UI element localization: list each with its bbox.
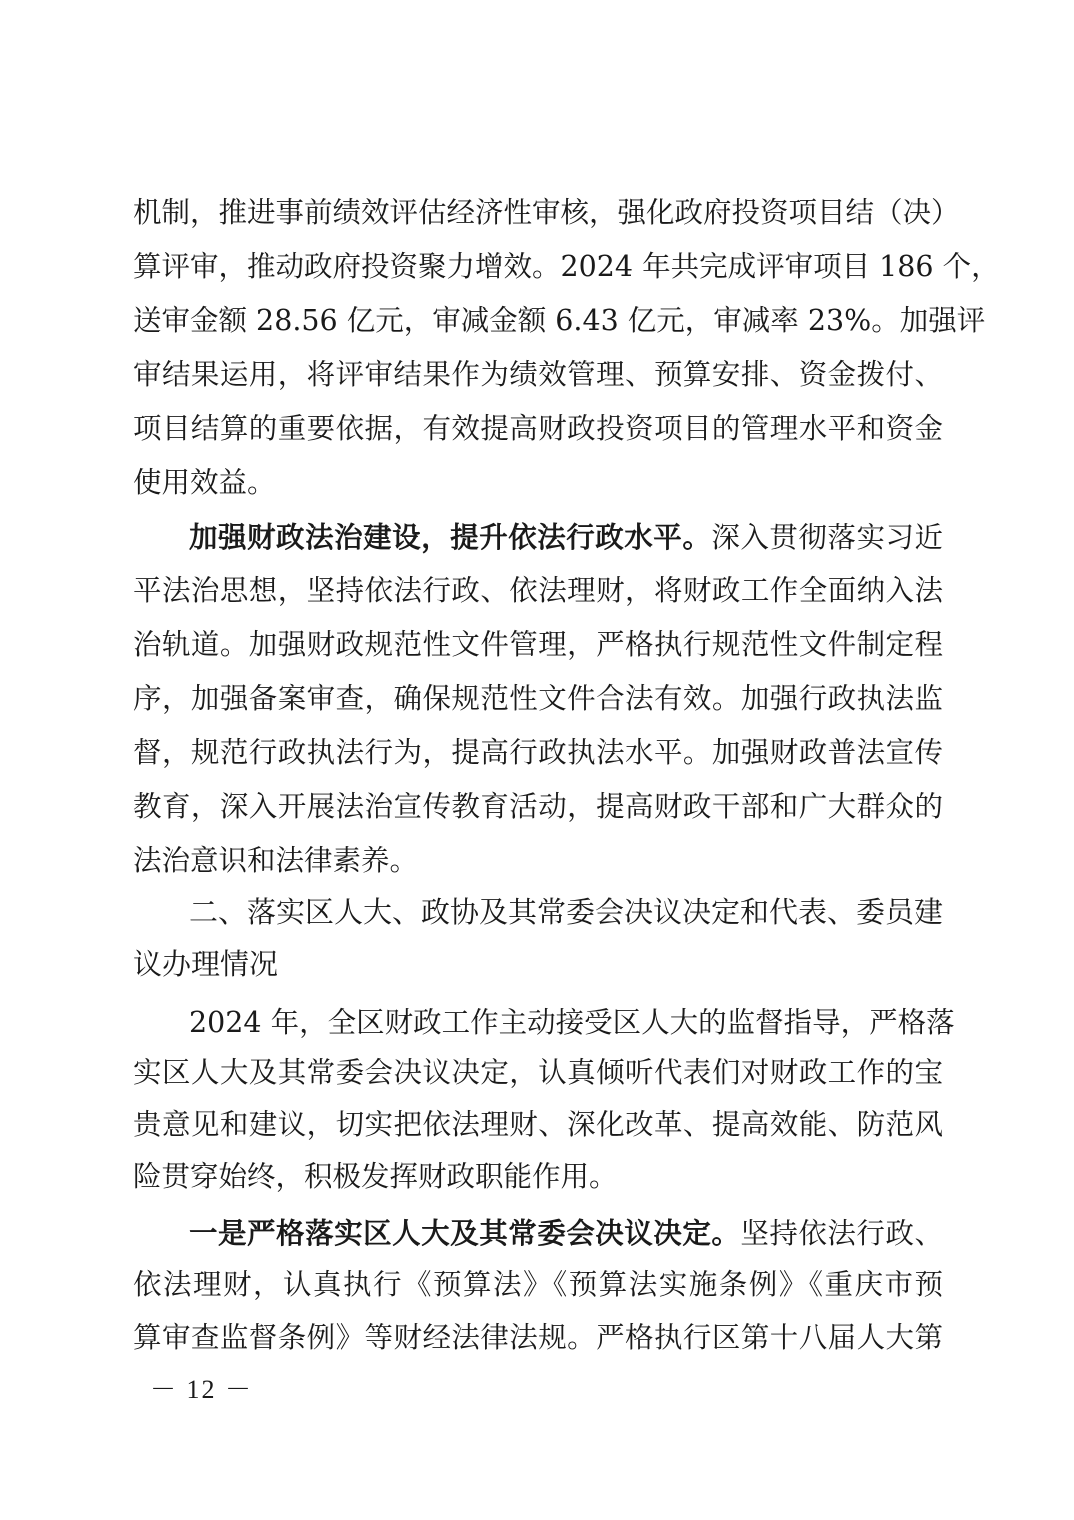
paragraph-3-line-4: 险贯穿始终，积极发挥财政职能作用。: [133, 1160, 618, 1193]
paragraph-2-line-4: 序，加强备案审查，确保规范性文件合法有效。加强行政执法监: [133, 682, 943, 715]
paragraph-4-first-line-rest: 坚持依法行政、: [740, 1217, 943, 1250]
paragraph-1-line-5: 项目结算的重要依据，有效提高财政投资项目的管理水平和资金: [133, 412, 943, 445]
paragraph-3-line-1: 2024 年，全区财政工作主动接受区人大的监督指导，严格落: [189, 1006, 955, 1039]
paragraph-1-line-1: 机制，推进事前绩效评估经济性审核，强化政府投资项目结（决）: [133, 196, 960, 229]
paragraph-4-line-2: 依法理财，认真执行《预算法》《预算法实施条例》《重庆市预: [133, 1268, 943, 1301]
paragraph-1-line-4: 审结果运用，将评审结果作为绩效管理、预算安排、资金拨付、: [133, 358, 943, 391]
section-heading-line-1: 二、落实区人大、政协及其常委会决议决定和代表、委员建: [189, 895, 944, 929]
paragraph-2-lead: 加强财政法治建设，提升依法行政水平。: [189, 520, 712, 554]
paragraph-3-line-2: 实区人大及其常委会决议决定，认真倾听代表们对财政工作的宝: [133, 1056, 943, 1089]
paragraph-2-line-3: 治轨道。加强财政规范性文件管理，严格执行规范性文件制定程: [133, 628, 943, 661]
paragraph-4-line-3: 算审查监督条例》等财经法律法规。严格执行区第十八届人大第: [133, 1321, 943, 1354]
paragraph-2-line-1: [189, 511, 943, 563]
paragraph-1-line-2: 算评审，推动政府投资聚力增效。2024 年共完成评审项目 186 个，: [133, 250, 1000, 283]
paragraph-1-line-6: 使用效益。: [133, 466, 276, 499]
paragraph-2-line-2: 平法治思想，坚持依法行政、依法理财，将财政工作全面纳入法: [133, 574, 943, 607]
paragraph-2-line-5: 督，规范行政执法行为，提高行政执法水平。加强财政普法宣传: [133, 736, 943, 769]
paragraph-2-first-line-rest: 深入贯彻落实习近: [711, 521, 943, 554]
paragraph-4-lead: 一是严格落实区人大及其常委会决议决定。: [189, 1216, 741, 1250]
page-number: － 12 －: [150, 1375, 254, 1404]
paragraph-3-line-3: 贵意见和建议，切实把依法理财、深化改革、提高效能、防范风: [133, 1108, 943, 1141]
paragraph-4-line-1: [189, 1207, 943, 1259]
paragraph-2-line-7: 法治意识和法律素养。: [133, 844, 419, 877]
paragraph-1-line-3: 送审金额 28.56 亿元，审减金额 6.43 亿元，审减率 23%。加强评: [133, 304, 986, 337]
paragraph-2-line-6: 教育，深入开展法治宣传教育活动，提高财政干部和广大群众的: [133, 790, 943, 823]
section-heading-line-2: 议办理情况: [133, 947, 279, 981]
